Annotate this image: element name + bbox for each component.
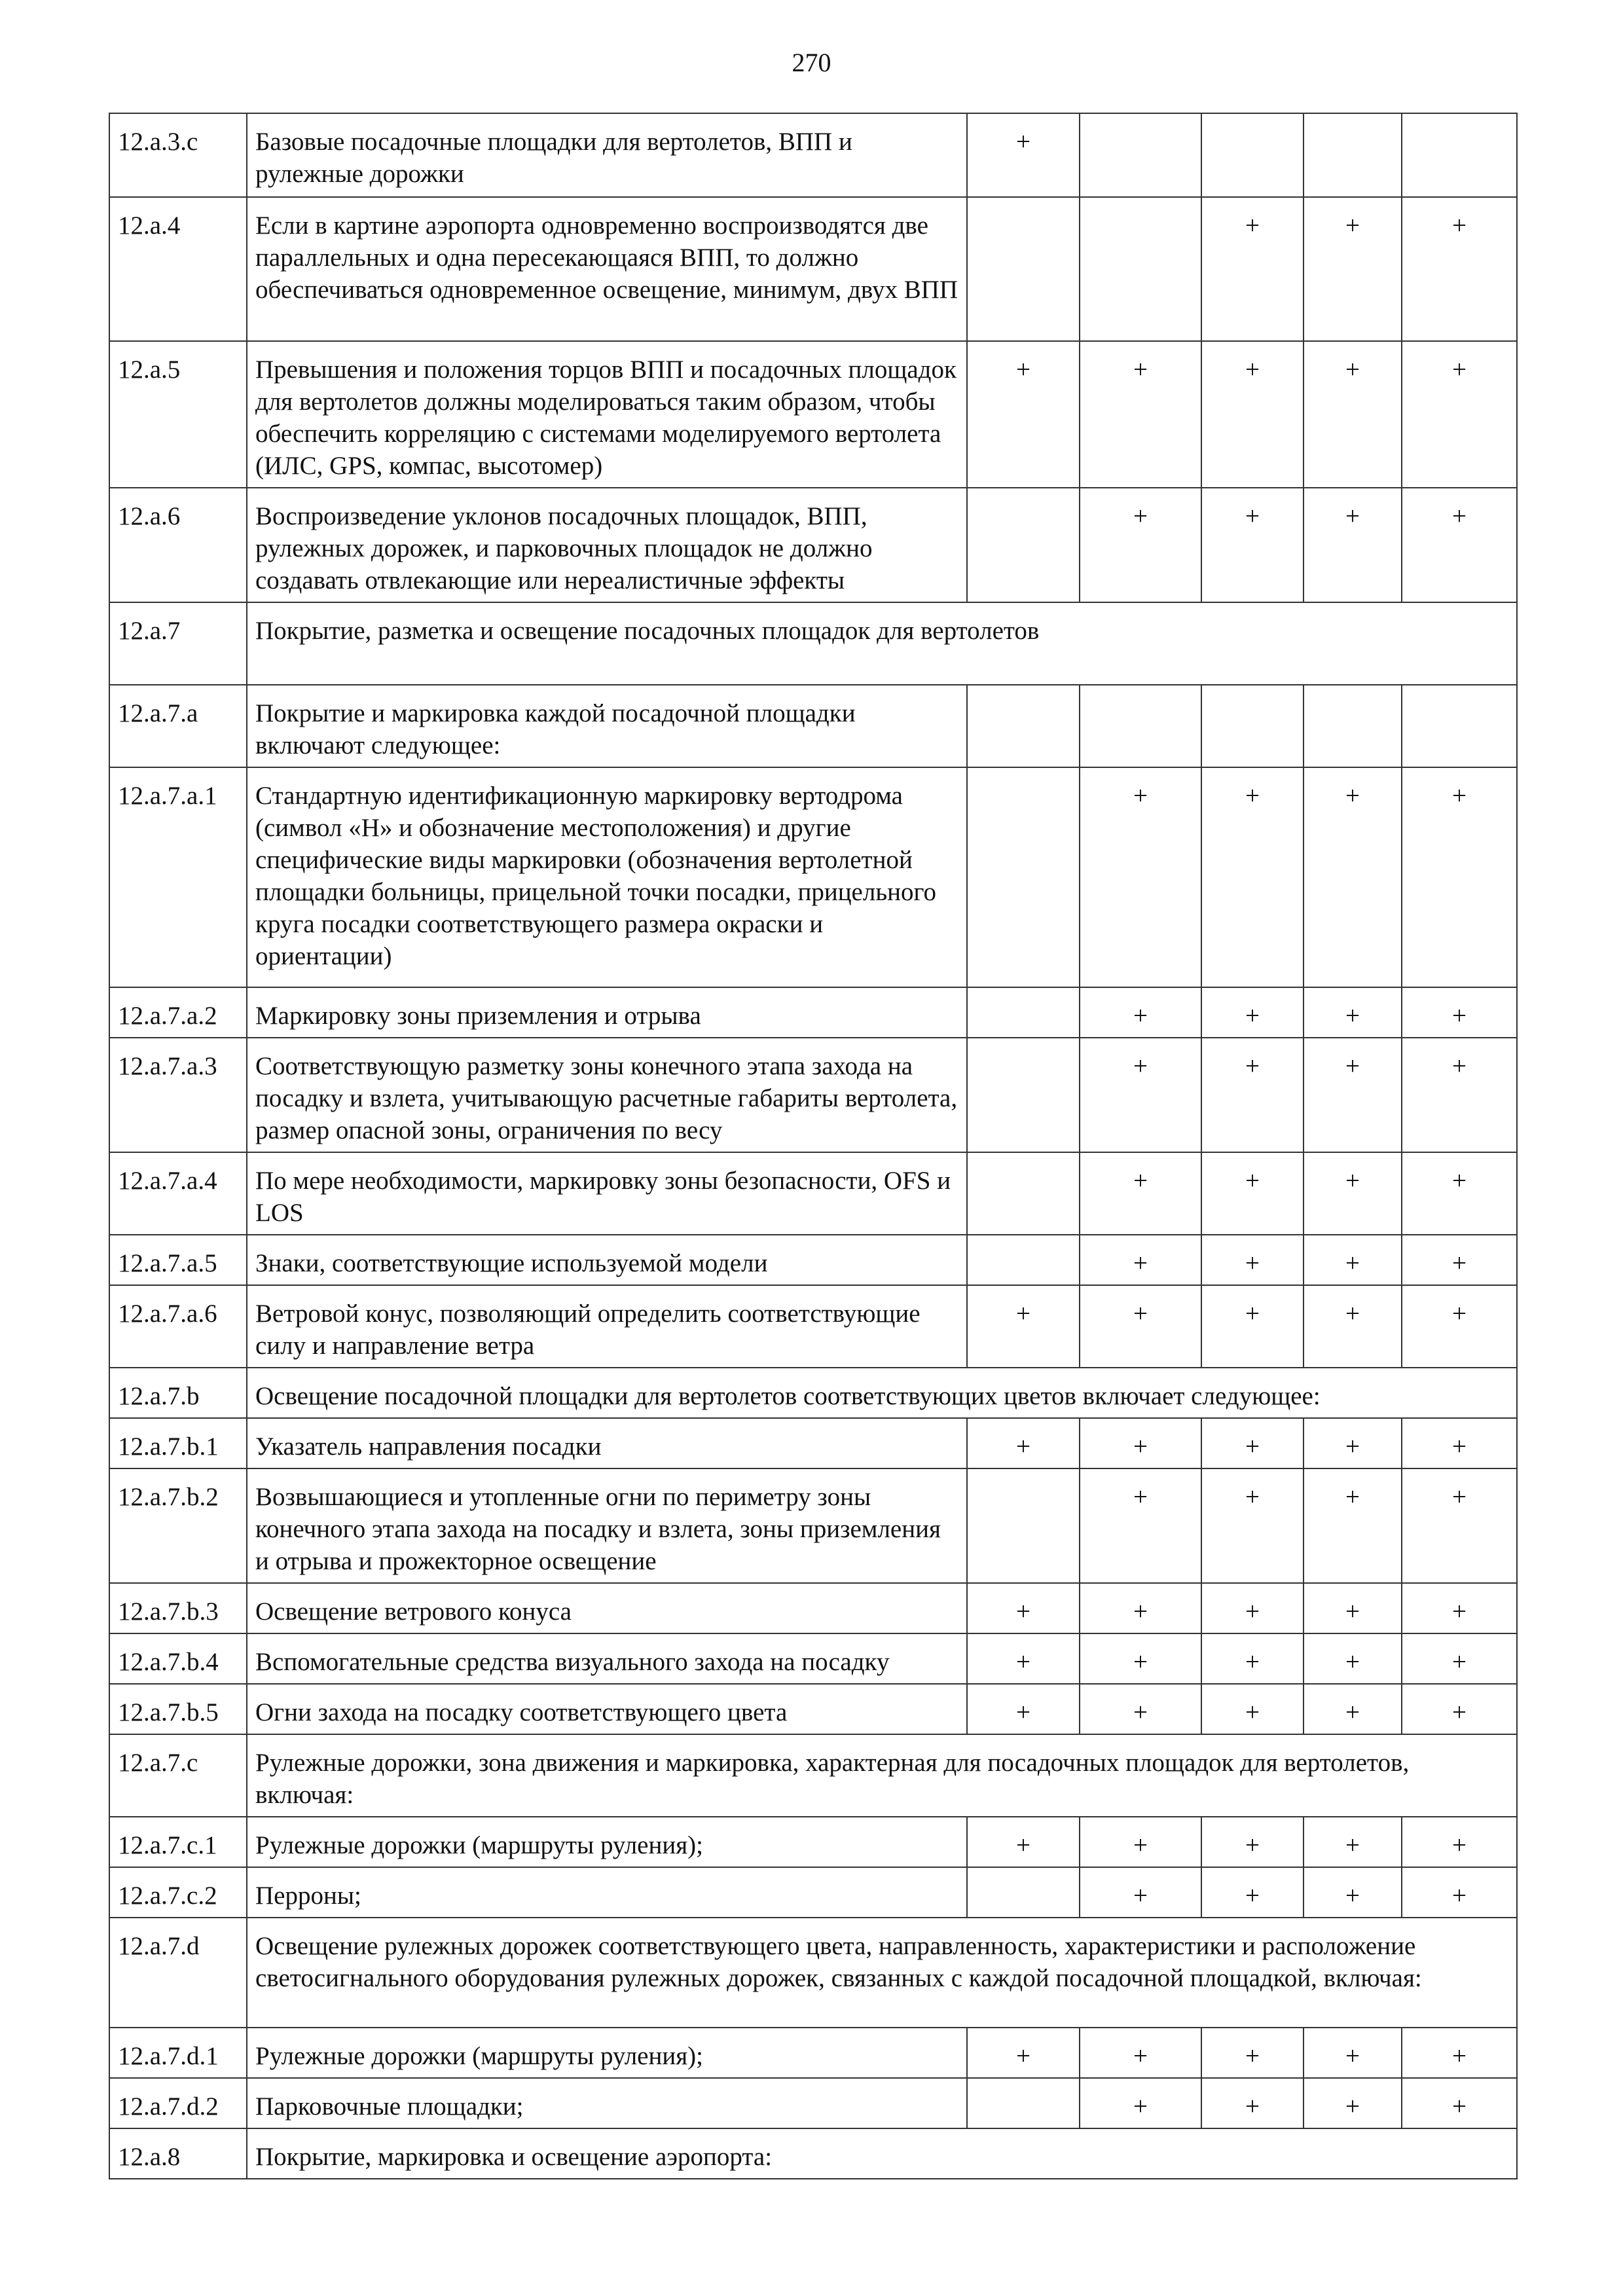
- row-code: 12.a.7.b.1: [109, 1418, 247, 1468]
- level-mark-2: [1080, 113, 1201, 197]
- table-row: [109, 685, 1517, 767]
- level-mark-2: +: [1080, 1038, 1201, 1152]
- row-code: 12.a.6: [109, 488, 247, 602]
- level-mark-4: +: [1304, 488, 1402, 602]
- level-mark-4: +: [1304, 1633, 1402, 1684]
- row-code: 12.a.8: [109, 2128, 247, 2179]
- level-mark-3: +: [1201, 488, 1304, 602]
- row-description: Покрытие, разметка и освещение посадочных площадок для вертолетов: [247, 602, 1517, 685]
- level-mark-4: +: [1304, 1583, 1402, 1633]
- level-mark-4: +: [1304, 1285, 1402, 1368]
- level-mark-5: +: [1402, 1583, 1517, 1633]
- level-mark-4: [1304, 113, 1402, 197]
- level-mark-4: +: [1304, 1038, 1402, 1152]
- row-code: 12.a.7.a.2: [109, 987, 247, 1038]
- row-description: Парковочные площадки;: [247, 2078, 967, 2128]
- level-mark-2: +: [1080, 767, 1201, 987]
- level-mark-2: +: [1080, 341, 1201, 488]
- row-code: 12.a.7.c.1: [109, 1817, 247, 1867]
- row-description: Возвышающиеся и утопленные огни по периметру зоны конечного этапа захода на посадку и взлета, зоны приземления и отрыва и прожекторное освещение: [247, 1468, 967, 1583]
- level-mark-2: +: [1080, 1684, 1201, 1734]
- table-row: [109, 1684, 1517, 1734]
- level-mark-5: +: [1402, 341, 1517, 488]
- level-mark-5: +: [1402, 1285, 1517, 1368]
- row-description: Знаки, соответствующие используемой модели: [247, 1235, 967, 1285]
- level-mark-2: +: [1080, 1152, 1201, 1235]
- level-mark-1: +: [967, 1418, 1080, 1468]
- table-row: [109, 987, 1517, 1038]
- level-mark-5: +: [1402, 1235, 1517, 1285]
- table-body: [109, 113, 1517, 2179]
- level-mark-4: +: [1304, 1468, 1402, 1583]
- row-description: Рулежные дорожки (маршруты руления);: [247, 2028, 967, 2078]
- level-mark-2: +: [1080, 1817, 1201, 1867]
- row-description: Превышения и положения торцов ВПП и посадочных площадок для вертолетов должны моделироваться таким образом, чтобы обеспечить корреляцию с системами моделируемого вертолета (ИЛС, GPS, компас, высотомер): [247, 341, 967, 488]
- table-row: [109, 1734, 1517, 1817]
- row-description: Маркировку зоны приземления и отрыва: [247, 987, 967, 1038]
- level-mark-3: +: [1201, 2028, 1304, 2078]
- level-mark-4: +: [1304, 1418, 1402, 1468]
- level-mark-5: +: [1402, 1867, 1517, 1918]
- row-description: Рулежные дорожки, зона движения и маркировка, характерная для посадочных площадок для вертолетов, включая:: [247, 1734, 1517, 1817]
- level-mark-3: +: [1201, 767, 1304, 987]
- table-row: [109, 1418, 1517, 1468]
- level-mark-1: +: [967, 1633, 1080, 1684]
- row-description: Покрытие и маркировка каждой посадочной площадки включают следующее:: [247, 685, 967, 767]
- row-code: 12.a.7.d.2: [109, 2078, 247, 2128]
- level-mark-4: +: [1304, 2078, 1402, 2128]
- level-mark-3: +: [1201, 1633, 1304, 1684]
- row-description: Если в картине аэропорта одновременно воспроизводятся две параллельных и одна пересекающаяся ВПП, то должно обеспечиваться одновременное освещение, минимум, двух ВПП: [247, 197, 967, 341]
- level-mark-5: +: [1402, 2028, 1517, 2078]
- row-code: 12.a.7.b.5: [109, 1684, 247, 1734]
- level-mark-1: [967, 685, 1080, 767]
- table-row: [109, 2128, 1517, 2179]
- level-mark-3: +: [1201, 197, 1304, 341]
- row-code: 12.a.7.d.1: [109, 2028, 247, 2078]
- table-row: [109, 1867, 1517, 1918]
- row-code: 12.a.7: [109, 602, 247, 685]
- row-description: Указатель направления посадки: [247, 1418, 967, 1468]
- level-mark-3: +: [1201, 2078, 1304, 2128]
- row-description: Рулежные дорожки (маршруты руления);: [247, 1817, 967, 1867]
- level-mark-5: +: [1402, 1152, 1517, 1235]
- table-row: [109, 2078, 1517, 2128]
- level-mark-1: +: [967, 1817, 1080, 1867]
- level-mark-5: [1402, 113, 1517, 197]
- row-code: 12.a.7.a.5: [109, 1235, 247, 1285]
- table-row: [109, 197, 1517, 341]
- row-code: 12.a.4: [109, 197, 247, 341]
- level-mark-1: [967, 1038, 1080, 1152]
- level-mark-2: [1080, 197, 1201, 341]
- requirements-table: [109, 113, 1518, 2179]
- table-row: [109, 1368, 1517, 1418]
- table-row: [109, 1583, 1517, 1633]
- table-row: [109, 341, 1517, 488]
- row-code: 12.a.3.c: [109, 113, 247, 197]
- level-mark-5: +: [1402, 1684, 1517, 1734]
- row-description: Освещение посадочной площадки для вертолетов соответствующих цветов включает следующее:: [247, 1368, 1517, 1418]
- level-mark-4: +: [1304, 1817, 1402, 1867]
- level-mark-1: [967, 767, 1080, 987]
- level-mark-3: +: [1201, 987, 1304, 1038]
- level-mark-1: +: [967, 1583, 1080, 1633]
- row-description: Освещение ветрового конуса: [247, 1583, 967, 1633]
- level-mark-5: +: [1402, 488, 1517, 602]
- level-mark-4: +: [1304, 1867, 1402, 1918]
- table-row: [109, 767, 1517, 987]
- level-mark-5: +: [1402, 1418, 1517, 1468]
- level-mark-3: [1201, 685, 1304, 767]
- level-mark-2: +: [1080, 1633, 1201, 1684]
- level-mark-3: +: [1201, 1418, 1304, 1468]
- level-mark-1: [967, 987, 1080, 1038]
- level-mark-3: +: [1201, 1867, 1304, 1918]
- level-mark-5: +: [1402, 987, 1517, 1038]
- row-description: Освещение рулежных дорожек соответствующего цвета, направленность, характеристики и расположение светосигнального оборудования рулежных дорожек, связанных с каждой посадочной площадкой, включая:: [247, 1918, 1517, 2028]
- level-mark-5: +: [1402, 1468, 1517, 1583]
- level-mark-4: +: [1304, 197, 1402, 341]
- row-description: Стандартную идентификационную маркировку вертодрома (символ «Н» и обозначение местоположения) и другие специфические виды маркировки (обозначения вертолетной площадки больницы, прицельной точки посадки, прицельного круга посадки соответствующего размера окраски и ориентации): [247, 767, 967, 987]
- level-mark-5: +: [1402, 767, 1517, 987]
- row-description: Вспомогательные средства визуального захода на посадку: [247, 1633, 967, 1684]
- level-mark-2: +: [1080, 1235, 1201, 1285]
- level-mark-5: [1402, 685, 1517, 767]
- table-row: [109, 1918, 1517, 2028]
- row-description: По мере необходимости, маркировку зоны безопасности, OFS и LOS: [247, 1152, 967, 1235]
- row-code: 12.a.7.b.3: [109, 1583, 247, 1633]
- level-mark-1: [967, 1235, 1080, 1285]
- level-mark-4: +: [1304, 1684, 1402, 1734]
- table-row: [109, 2028, 1517, 2078]
- level-mark-3: +: [1201, 1468, 1304, 1583]
- level-mark-1: [967, 488, 1080, 602]
- row-code: 12.a.7.d: [109, 1918, 247, 2028]
- row-code: 12.a.7.a.3: [109, 1038, 247, 1152]
- level-mark-5: +: [1402, 1817, 1517, 1867]
- row-description: Базовые посадочные площадки для вертолетов, ВПП и рулежные дорожки: [247, 113, 967, 197]
- level-mark-4: +: [1304, 987, 1402, 1038]
- level-mark-1: +: [967, 2028, 1080, 2078]
- row-code: 12.a.7.c.2: [109, 1867, 247, 1918]
- level-mark-3: +: [1201, 1684, 1304, 1734]
- level-mark-2: +: [1080, 488, 1201, 602]
- level-mark-4: +: [1304, 341, 1402, 488]
- row-code: 12.a.5: [109, 341, 247, 488]
- row-description: Воспроизведение уклонов посадочных площадок, ВПП, рулежных дорожек, и парковочных площадок не должно создавать отвлекающие или нереалистичные эффекты: [247, 488, 967, 602]
- level-mark-1: +: [967, 1285, 1080, 1368]
- level-mark-4: +: [1304, 2028, 1402, 2078]
- row-description: Перроны;: [247, 1867, 967, 1918]
- row-code: 12.a.7.b: [109, 1368, 247, 1418]
- level-mark-3: +: [1201, 1038, 1304, 1152]
- level-mark-4: +: [1304, 1152, 1402, 1235]
- level-mark-2: +: [1080, 2078, 1201, 2128]
- level-mark-5: +: [1402, 197, 1517, 341]
- row-code: 12.a.7.b.4: [109, 1633, 247, 1684]
- table-row: [109, 1038, 1517, 1152]
- level-mark-1: [967, 197, 1080, 341]
- row-code: 12.a.7.a: [109, 685, 247, 767]
- row-code: 12.a.7.b.2: [109, 1468, 247, 1583]
- level-mark-2: +: [1080, 1867, 1201, 1918]
- level-mark-1: [967, 1867, 1080, 1918]
- level-mark-4: [1304, 685, 1402, 767]
- level-mark-5: +: [1402, 2078, 1517, 2128]
- level-mark-3: +: [1201, 1285, 1304, 1368]
- level-mark-2: +: [1080, 1418, 1201, 1468]
- level-mark-2: +: [1080, 1583, 1201, 1633]
- row-code: 12.a.7.c: [109, 1734, 247, 1817]
- row-description: Ветровой конус, позволяющий определить соответствующие силу и направление ветра: [247, 1285, 967, 1368]
- level-mark-1: [967, 1468, 1080, 1583]
- table-row: [109, 1285, 1517, 1368]
- level-mark-5: +: [1402, 1038, 1517, 1152]
- level-mark-1: [967, 1152, 1080, 1235]
- level-mark-2: +: [1080, 1285, 1201, 1368]
- table-row: [109, 113, 1517, 197]
- table-row: [109, 1152, 1517, 1235]
- row-description: Огни захода на посадку соответствующего цвета: [247, 1684, 967, 1734]
- level-mark-2: [1080, 685, 1201, 767]
- level-mark-4: +: [1304, 767, 1402, 987]
- level-mark-1: +: [967, 113, 1080, 197]
- level-mark-3: +: [1201, 1583, 1304, 1633]
- row-code: 12.a.7.a.4: [109, 1152, 247, 1235]
- level-mark-2: +: [1080, 987, 1201, 1038]
- level-mark-3: +: [1201, 1235, 1304, 1285]
- table-row: [109, 1235, 1517, 1285]
- level-mark-5: +: [1402, 1633, 1517, 1684]
- table-row: [109, 1817, 1517, 1867]
- level-mark-3: +: [1201, 1152, 1304, 1235]
- level-mark-4: +: [1304, 1235, 1402, 1285]
- level-mark-2: +: [1080, 2028, 1201, 2078]
- table-row: [109, 602, 1517, 685]
- level-mark-3: [1201, 113, 1304, 197]
- page-number: 270: [792, 48, 831, 77]
- level-mark-1: [967, 2078, 1080, 2128]
- level-mark-1: +: [967, 341, 1080, 488]
- table-row: [109, 1633, 1517, 1684]
- table-row: [109, 488, 1517, 602]
- level-mark-3: +: [1201, 1817, 1304, 1867]
- row-description: Соответствующую разметку зоны конечного этапа захода на посадку и взлета, учитывающую расчетные габариты вертолета, размер опасной зоны, ограничения по весу: [247, 1038, 967, 1152]
- level-mark-1: +: [967, 1684, 1080, 1734]
- level-mark-2: +: [1080, 1468, 1201, 1583]
- row-code: 12.a.7.a.1: [109, 767, 247, 987]
- table-row: [109, 1468, 1517, 1583]
- row-code: 12.a.7.a.6: [109, 1285, 247, 1368]
- row-description: Покрытие, маркировка и освещение аэропорта:: [247, 2128, 1517, 2179]
- level-mark-3: +: [1201, 341, 1304, 488]
